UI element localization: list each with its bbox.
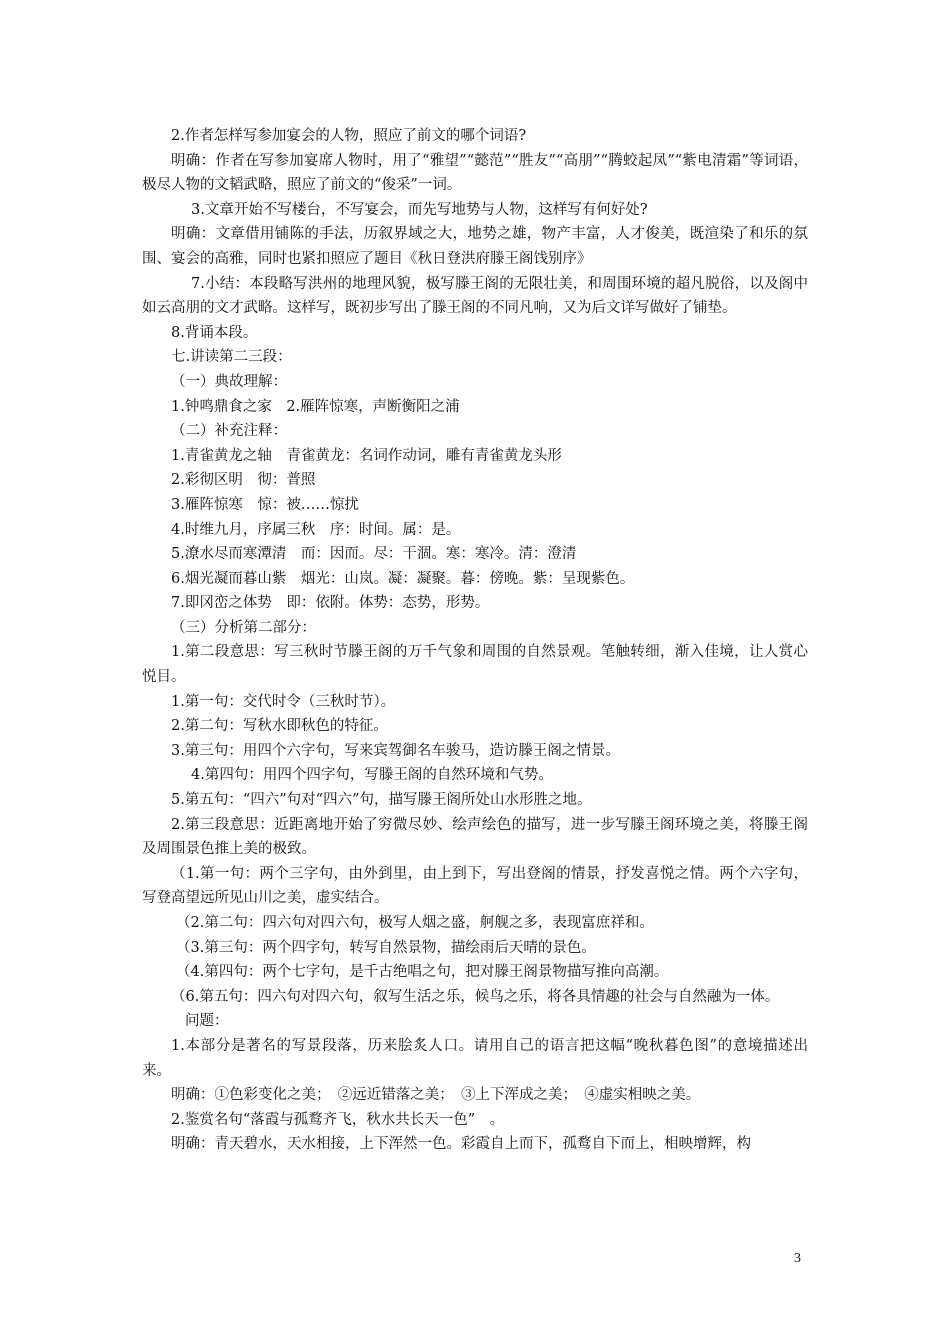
- sentence-analysis: 3.第三句：用四个六字句，写来宾驾御名车骏马，造访滕王阁之情景。: [171, 742, 620, 759]
- answer-item: 明确：青天碧水，天水相接，上下浑然一色。彩霞自上而下，孤鹜自下而上，相映增辉，构: [171, 1136, 751, 1153]
- note-item: 6.烟光凝而暮山紫 烟光：山岚。凝：凝聚。暮：傍晚。紫：呈现紫色。: [171, 570, 635, 587]
- sentence-analysis: （2.第二句：四六句对四六句，极写人烟之盛，舸舰之多，表现富庶祥和。: [176, 915, 654, 931]
- note-item: 4.时维九月，序属三秋 序：时间。属：是。: [171, 521, 461, 538]
- note-item: 2.彩彻区明 彻：普照: [171, 472, 316, 489]
- note-item: 3.雁阵惊寒 惊：被……惊扰: [171, 496, 359, 513]
- answer-item: 明确：①色彩变化之美； ②远近错落之美； ③上下浑成之美； ④虚实相映之美。: [171, 1087, 701, 1104]
- allusion-list: 1.钟鸣鼎食之家 2.雁阵惊寒，声断衡阳之浦: [171, 398, 460, 415]
- sentence-analysis: （1.第一句：两个三字句，由外到里，由上到下，写出登阁的情景，抒发喜悦之情。两个六字句，写登高望远所见山川之美，虚实结合。: [142, 865, 808, 907]
- questions-heading: 问题：: [185, 1013, 229, 1030]
- sentence-analysis: 1.第一句：交代时令（三秋时节）。: [171, 693, 396, 710]
- question-item: 2.鉴赏名句“落霞与孤鹜齐飞，秋水共长天一色” 。: [171, 1111, 505, 1128]
- analysis-paragraph: 2.第三段意思：近距离地开始了穷微尽妙、绘声绘色的描写，进一步写滕王阁环境之美，将滕王阁及周围景色推上美的极致。: [142, 816, 808, 858]
- answer-2: 明确：作者在写参加宴席人物时，用了“雅望”“懿范”“胜友”“高朋”“腾蛟起凤”“紫电清霜”等词语，极尽人物的文韬武略，照应了前文的“俊采”一词。: [142, 152, 808, 194]
- sentence-analysis: （6.第五句：四六句对四六句，叙写生活之乐，候鸟之乐，将各具情趣的社会与自然融为一体。: [171, 988, 780, 1005]
- recite-instruction: 8.背诵本段。: [171, 324, 258, 341]
- sentence-analysis: （4.第四句：两个七字句，是千古绝唱之句，把对滕王阁景物描写推向高潮。: [176, 964, 669, 981]
- subheading-allusions: （一）典故理解：: [171, 373, 287, 390]
- answer-3: 明确：文章借用铺陈的手法，历叙界域之大，地势之雄，物产丰富，人才俊美，既渲染了和乐的氛围、宴会的高雅，同时也紧扣照应了题目《秋日登洪府滕王阁饯别序》: [142, 226, 808, 267]
- note-item: 1.青雀黄龙之轴 青雀黄龙：名词作动词，雕有青雀黄龙头形: [171, 447, 562, 464]
- sentence-analysis: 4.第四句：用四个四字句，写滕王阁的自然环境和气势。: [191, 767, 553, 784]
- question-2: 2.作者怎样写参加宴会的人物，照应了前文的哪个词语?: [171, 128, 527, 144]
- sentence-analysis: （3.第三句：两个四字句，转写自然景物，描绘雨后天晴的景色。: [176, 939, 596, 956]
- question-3: 3.文章开始不写楼台，不写宴会，而先写地势与人物，这样写有何好处?: [191, 201, 648, 218]
- subheading-notes: （二）补充注释：: [171, 423, 287, 440]
- note-item: 5.潦水尽而寒潭清 而：因而。尽：干涸。寒：寒冷。清：澄清: [171, 546, 577, 563]
- sentence-analysis: 5.第五句：“四六”句对“四六”句，描写滕王阁所处山水形胜之地。: [171, 792, 592, 809]
- note-item: 7.即冈峦之体势 即：依附。体势：态势，形势。: [171, 595, 490, 612]
- page-number: 3: [794, 1251, 801, 1266]
- summary-paragraph: 7.小结：本段略写洪州的地理风貌，极写滕王阁的无限壮美，和周围环境的超凡脱俗，以及阁中如云高朋的文才武略。这样写，既初步写出了滕王阁的不同凡响，又为后文详写做好了铺垫。: [142, 275, 808, 317]
- question-item: 1.本部分是著名的写景段落，历来脍炙人口。请用自己的语言把这幅“晚秋暮色图”的意境描述出来。: [142, 1037, 808, 1079]
- section-heading-7: 七.讲读第二三段：: [171, 349, 292, 366]
- body-text: [142, 124, 808, 1157]
- subheading-analysis: （三）分析第二部分：: [171, 619, 316, 636]
- analysis-paragraph: 1.第二段意思：写三秋时节滕王阁的万千气象和周围的自然景观。笔触转细，渐入佳境，让人赏心悦目。: [142, 644, 808, 686]
- sentence-analysis: 2.第二句：写秋水即秋色的特征。: [171, 718, 388, 735]
